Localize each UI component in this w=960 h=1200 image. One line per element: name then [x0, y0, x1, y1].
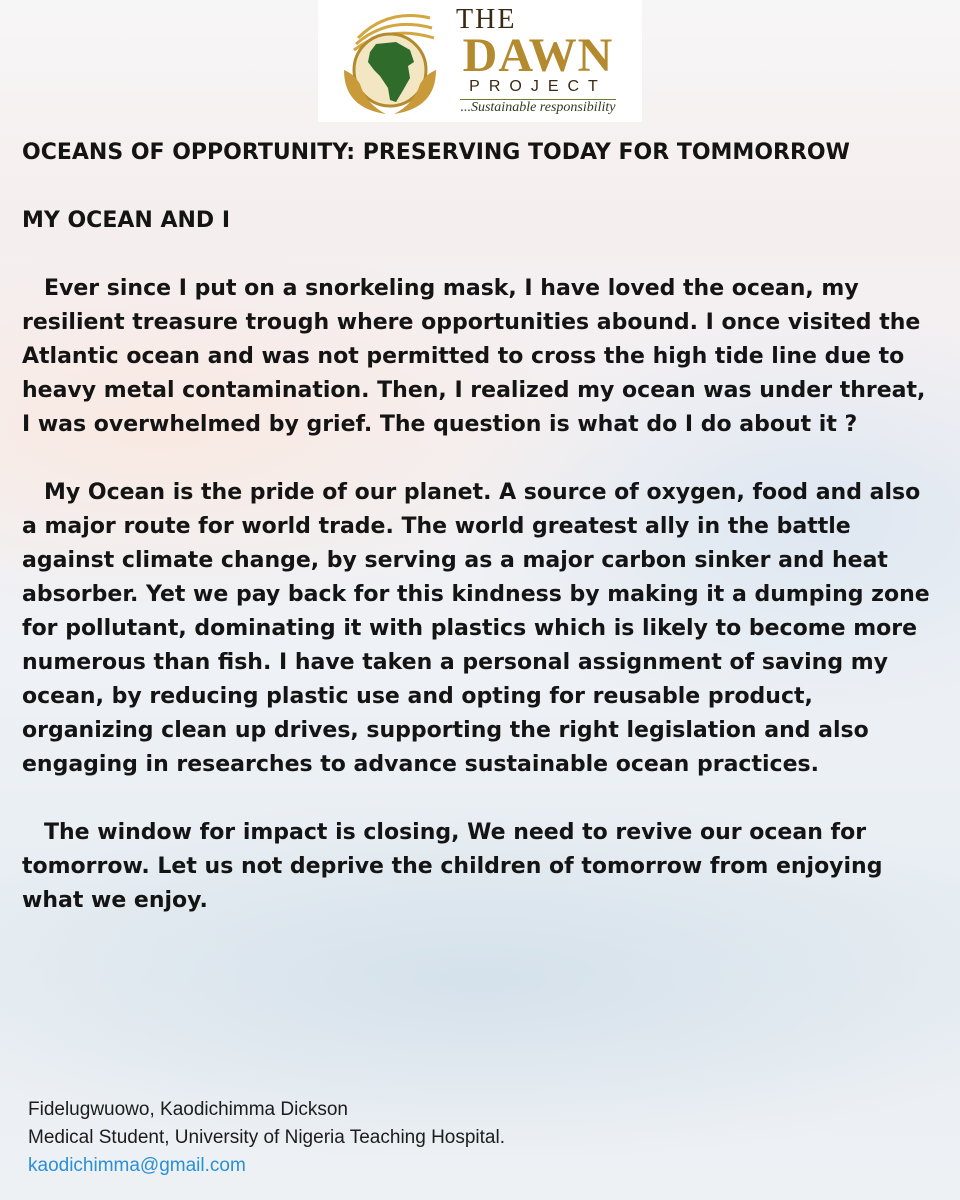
- paragraph-2: My Ocean is the pride of our planet. A source of oxygen, food and also a major route for world trade. The world greatest ally in the battle against climate change, by serving as a major carbon sinker and heat absorber. Yet we pay back for this kindness by making it a dumping zone for pollutant, dominating it with plastics which is likely to become more numerous than fish. I have taken a personal assignment of saving my ocean, by reducing plastic use and opting for reusable product, organizing clean up drives, supporting the right legislation and also engaging in researches to advance sustainable ocean practices.: [22, 480, 930, 777]
- logo-tagline: ...Sustainable responsibility: [460, 100, 616, 115]
- article-subtitle: MY OCEAN AND I: [22, 208, 231, 233]
- africa-globe-hands-icon: [318, 0, 448, 122]
- paragraph-1: Ever since I put on a snorkeling mask, I have loved the ocean, my resilient treasure trough where opportunities abound. I once visited the Atlantic ocean and was not permitted to cross the high tide line due to heavy metal contamination. Then, I realized my ocean was under threat, I was overwhelmed by grief. The question is what do I do about it ?: [22, 276, 926, 437]
- logo-the: THE: [456, 4, 517, 35]
- article: [22, 130, 938, 918]
- author-signature: [28, 1096, 505, 1180]
- dawn-project-logo: [318, 0, 642, 122]
- paragraph-3: The window for impact is closing, We need to revive our ocean for tomorrow. Let us not deprive the children of tomorrow from enjoying what we enjoy.: [22, 820, 883, 913]
- logo-dawn: DAWN: [462, 29, 614, 82]
- author-email-link[interactable]: kaodichimma@gmail.com: [28, 1155, 246, 1176]
- article-title: OCEANS OF OPPORTUNITY: PRESERVING TODAY FOR TOMMORROW: [22, 140, 850, 165]
- author-name: Fidelugwuowo, Kaodichimma Dickson: [28, 1099, 348, 1120]
- logo-wordmark: [438, 6, 638, 116]
- author-affiliation: Medical Student, University of Nigeria Teaching Hospital.: [28, 1127, 505, 1148]
- logo-project: PROJECT: [469, 78, 607, 95]
